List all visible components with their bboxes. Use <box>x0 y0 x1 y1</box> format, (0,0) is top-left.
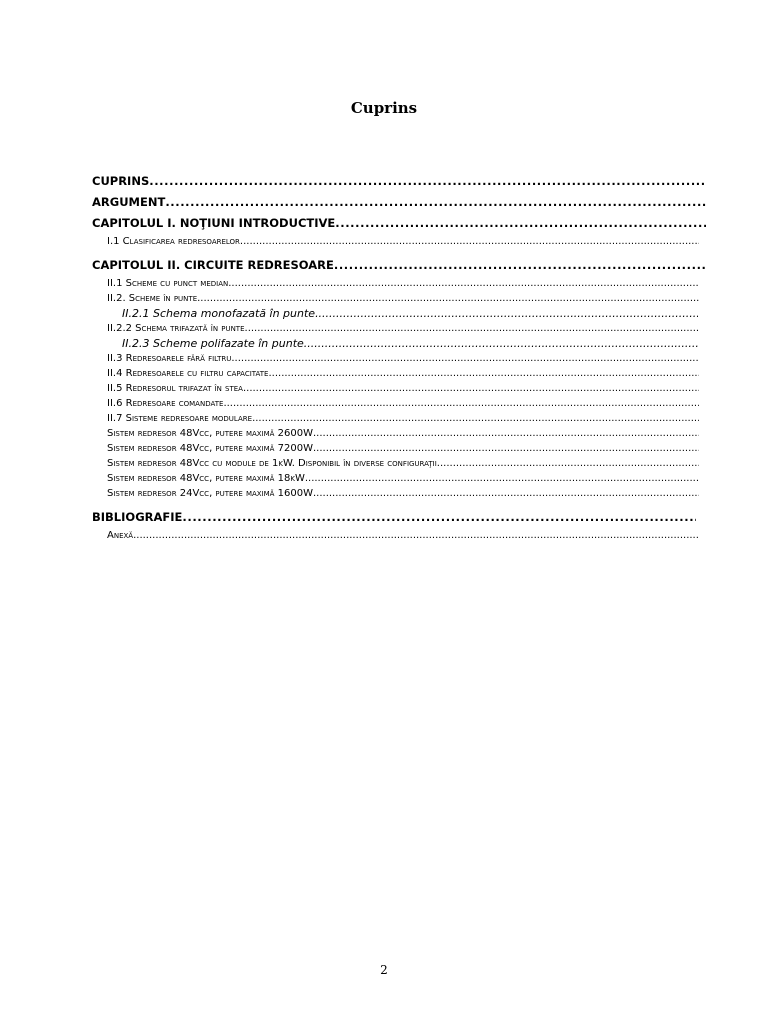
toc-entry-ii22[interactable] <box>92 321 699 336</box>
table-of-contents <box>92 171 706 543</box>
page-title: Cuprins <box>350 99 418 117</box>
toc-leader-dots <box>268 366 699 381</box>
toc-entry-ii2[interactable] <box>92 291 699 306</box>
toc-entry-label: II.3 Redresoarele fără filtru <box>107 353 232 364</box>
toc-entry-label: II.7 Sisteme redresoare modulare <box>107 413 253 424</box>
toc-leader-dots <box>243 381 699 396</box>
toc-entry-label: CAPITOLUL I. NOŢIUNI INTRODUCTIVE <box>92 216 336 230</box>
toc-entry-label: II.2.3 Scheme polifazate în punte <box>122 337 304 350</box>
toc-entry-label: I.1 Clasificarea redresoarelor <box>107 236 240 247</box>
toc-leader-dots <box>165 192 706 213</box>
toc-entry-label: II.1 Scheme cu punct median <box>107 278 229 289</box>
toc-entry-ii23[interactable] <box>92 336 698 351</box>
toc-leader-dots <box>223 396 699 411</box>
toc-entry-label: Sistem redresor 48Vcc cu module de 1kW. Disponibil în diverse configuraţii <box>107 458 437 469</box>
toc-entry-ii21[interactable] <box>92 306 698 321</box>
toc-entry-capitolul-1[interactable] <box>92 213 706 234</box>
toc-leader-dots <box>313 426 699 441</box>
toc-entry-label: II.2.2 Schema trifazată în punte <box>107 323 245 334</box>
toc-leader-dots <box>334 255 706 276</box>
toc-entry-label: Sistem redresor 48Vcc, putere maximă 2600W <box>107 428 313 439</box>
toc-entry-ii4[interactable] <box>92 366 699 381</box>
toc-entry-label: II.2. Scheme în punte <box>107 293 198 304</box>
toc-leader-dots <box>252 411 699 426</box>
toc-entry-argument[interactable] <box>92 192 706 213</box>
toc-leader-dots <box>240 234 699 249</box>
toc-entry-label: II.5 Redresorul trifazat în stea <box>107 383 243 394</box>
toc-entry-ii1[interactable] <box>92 276 699 291</box>
toc-entry-sistem-5[interactable] <box>92 486 699 501</box>
toc-entry-i1[interactable] <box>92 234 699 249</box>
toc-entry-cuprins[interactable] <box>92 171 706 192</box>
toc-entry-label: II.6 Redresoare comandate <box>107 398 224 409</box>
toc-entry-label: Anexă <box>107 530 134 541</box>
toc-entry-label: ARGUMENT <box>92 195 166 209</box>
toc-entry-anexa[interactable] <box>92 528 699 543</box>
toc-entry-ii3[interactable] <box>92 351 699 366</box>
toc-leader-dots <box>313 486 699 501</box>
toc-leader-dots <box>304 336 698 351</box>
toc-entry-ii7[interactable] <box>92 411 699 426</box>
toc-leader-dots <box>231 351 699 366</box>
toc-entry-capitolul-2[interactable] <box>92 255 706 276</box>
toc-leader-dots <box>245 321 699 336</box>
toc-entry-label: Sistem redresor 48Vcc, putere maximă 18kW <box>107 473 305 484</box>
toc-entry-bibliografie[interactable] <box>92 507 696 528</box>
page-number: 2 <box>380 963 388 977</box>
toc-entry-label: BIBLIOGRAFIE <box>92 510 183 524</box>
toc-leader-dots <box>305 471 699 486</box>
toc-entry-sistem-1[interactable] <box>92 426 699 441</box>
toc-entry-sistem-2[interactable] <box>92 441 699 456</box>
toc-leader-dots <box>228 276 699 291</box>
toc-leader-dots <box>133 528 699 543</box>
toc-entry-sistem-3[interactable] <box>92 456 699 471</box>
toc-entry-label: Sistem redresor 24Vcc, putere maximă 1600W <box>107 488 313 499</box>
toc-entry-label: II.4 Redresoarele cu filtru capacitate <box>107 368 269 379</box>
toc-entry-sistem-4[interactable] <box>92 471 699 486</box>
toc-entry-label: II.2.1 Schema monofazată în punte <box>122 307 316 320</box>
toc-leader-dots <box>315 306 698 321</box>
toc-entry-ii6[interactable] <box>92 396 699 411</box>
toc-leader-dots <box>313 441 699 456</box>
toc-entry-label: Sistem redresor 48Vcc, putere maximă 7200W <box>107 443 313 454</box>
toc-entry-label: CUPRINS <box>92 174 150 188</box>
toc-leader-dots <box>335 213 706 234</box>
toc-entry-label: CAPITOLUL II. CIRCUITE REDRESOARE <box>92 258 334 272</box>
toc-leader-dots <box>437 456 699 471</box>
toc-leader-dots <box>149 171 706 192</box>
toc-leader-dots <box>182 507 696 528</box>
toc-leader-dots <box>197 291 699 306</box>
toc-entry-ii5[interactable] <box>92 381 699 396</box>
